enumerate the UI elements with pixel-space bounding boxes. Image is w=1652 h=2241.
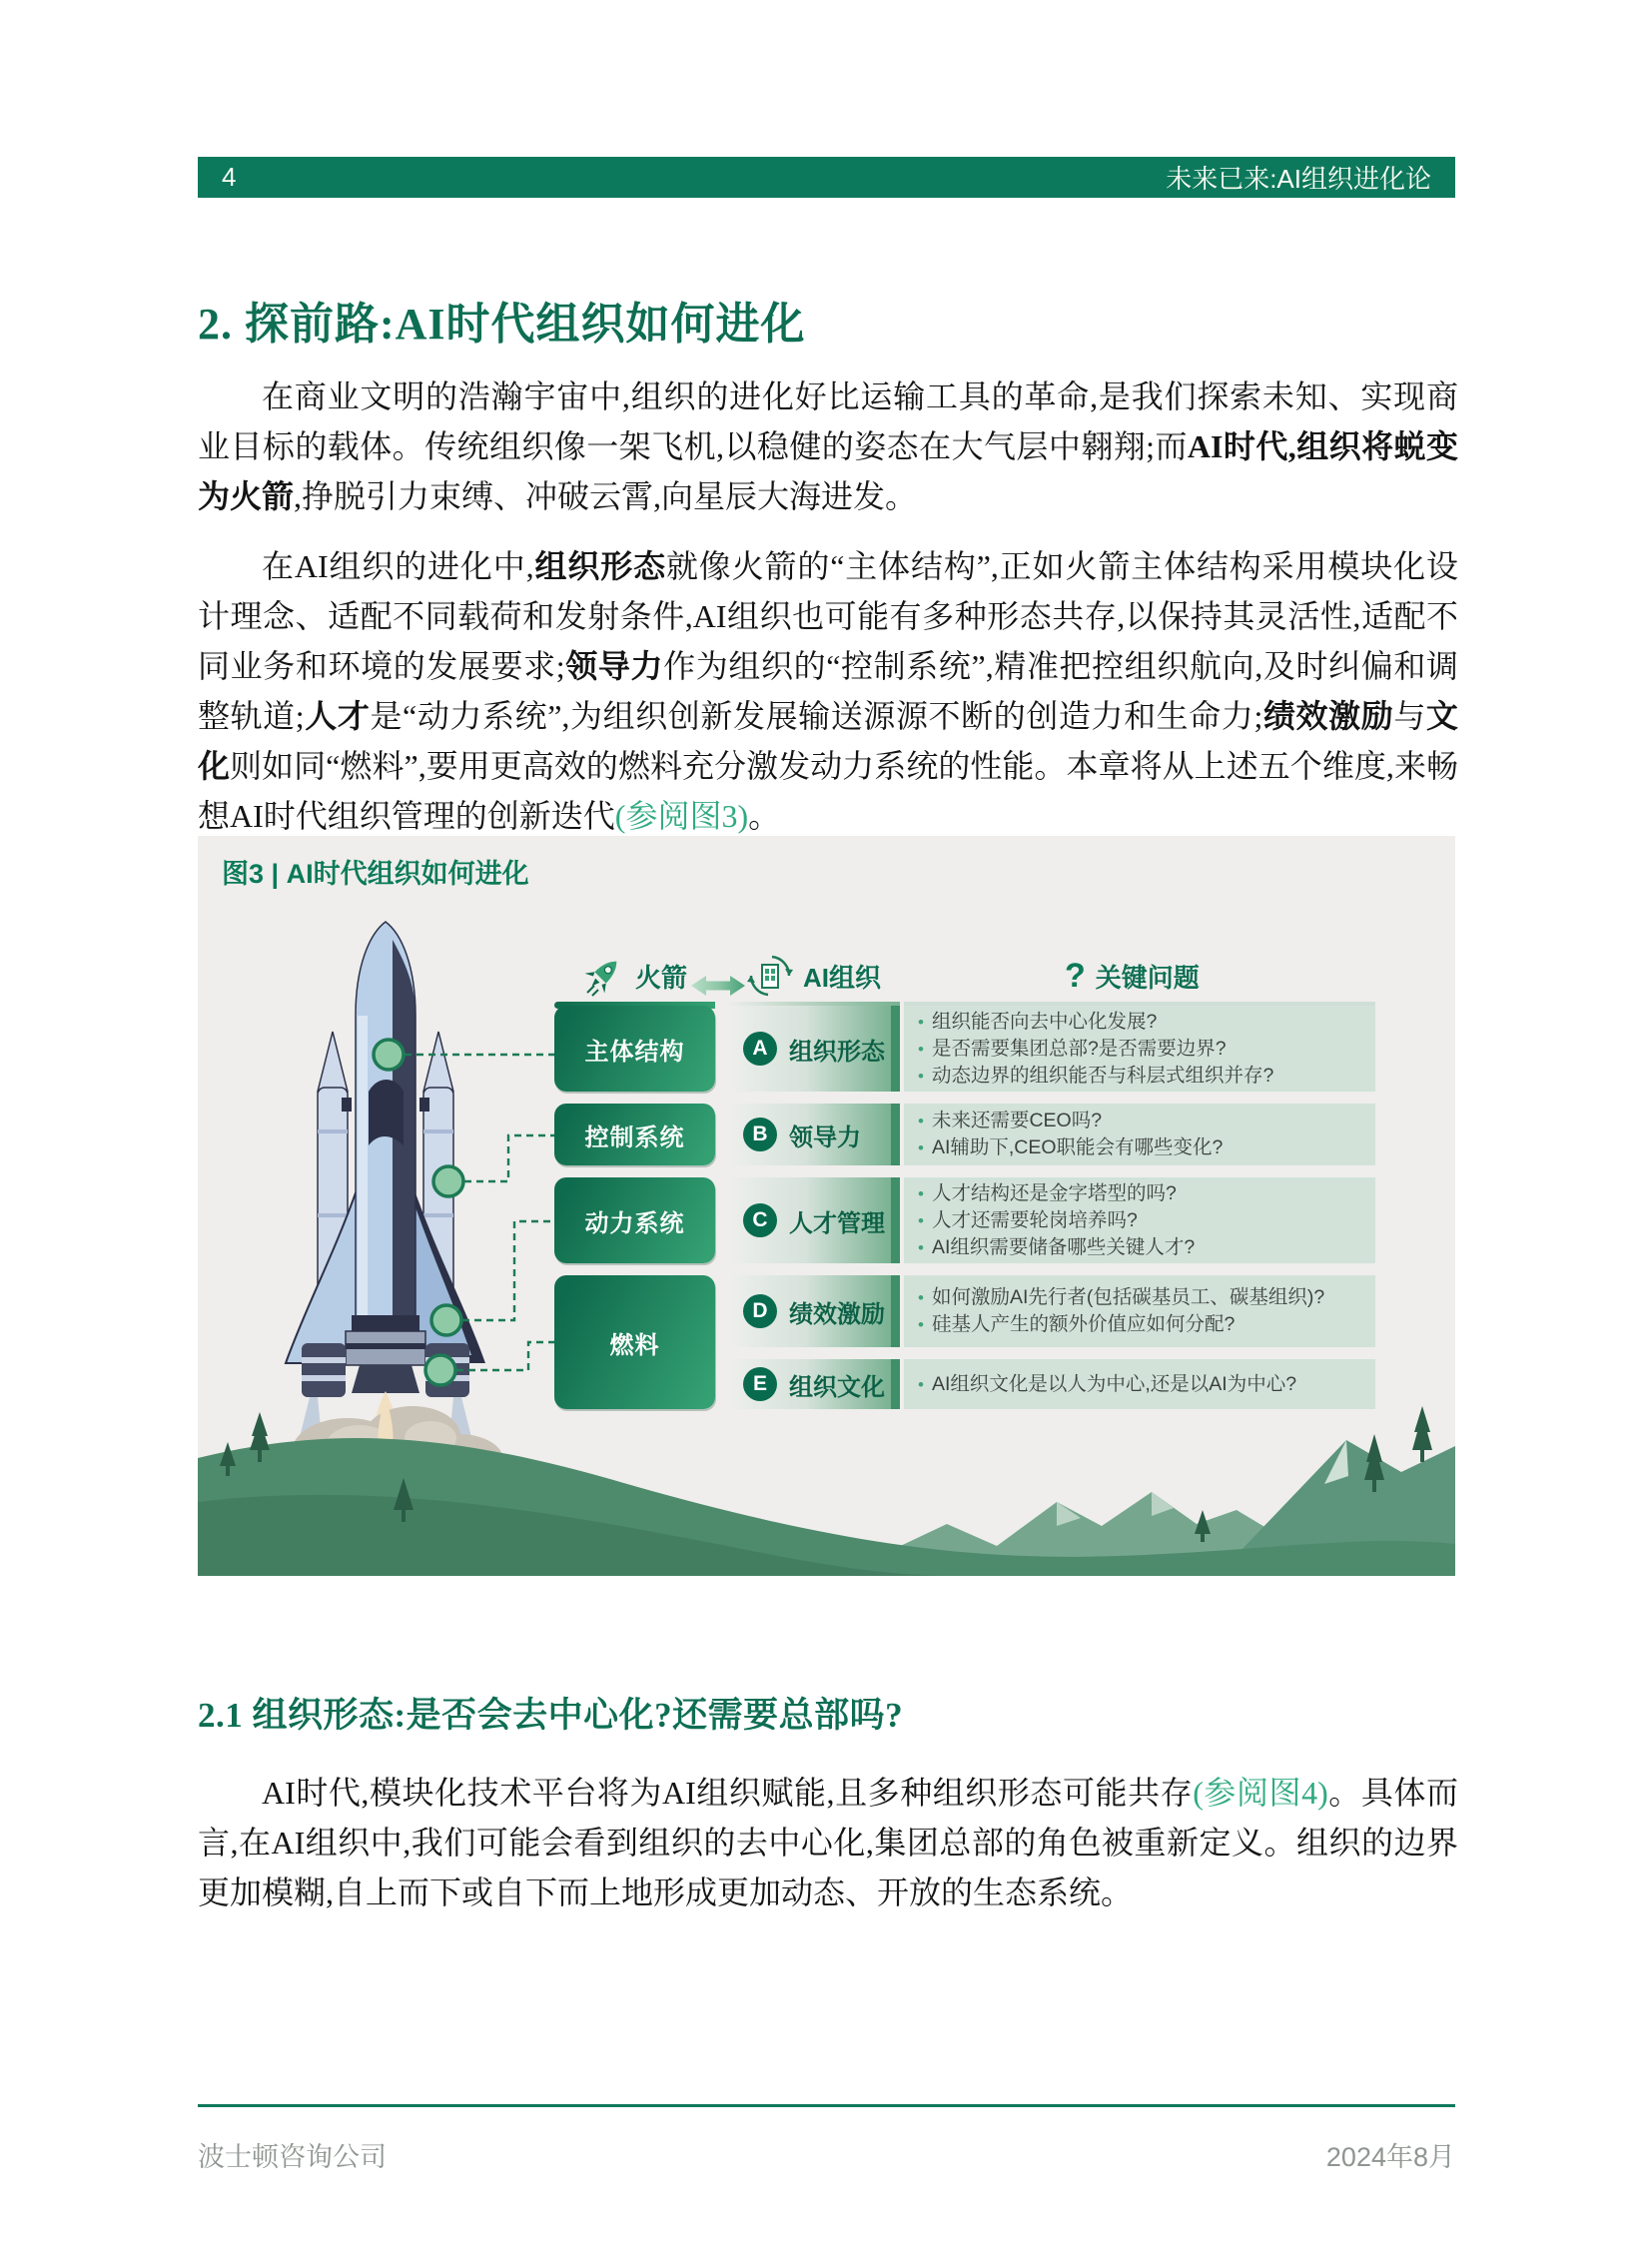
text-segment: 则如同“燃料”,要用更高效的燃料充分激发动力系统的性能。本章将从上述五个维度,来畅想AI时代组织管理的创新迭代 xyxy=(198,748,1458,834)
figure-table xyxy=(554,1006,1375,1409)
bullet-icon: • xyxy=(918,1315,924,1334)
key-questions-box xyxy=(904,1006,1375,1092)
figure-reference-link[interactable]: (参阅图4) xyxy=(1193,1775,1328,1811)
question-item xyxy=(918,1371,1369,1398)
question-text: 未来还需要CEO吗? xyxy=(931,1110,1103,1131)
question-text: AI组织文化是以人为中心,还是以AI为中心? xyxy=(931,1372,1297,1395)
text-segment: AI时代,模块化技术平台将为AI组织赋能,且多种组织形态可能共存 xyxy=(262,1775,1194,1811)
rocket-icon xyxy=(585,955,625,997)
question-text: AI辅助下,CEO职能会有哪些变化? xyxy=(931,1136,1224,1158)
question-text: AI组织需要储备哪些关键人才? xyxy=(931,1235,1196,1258)
text-segment: 组织形态 xyxy=(533,548,666,584)
paragraph xyxy=(198,1768,1458,1917)
bullet-icon: • xyxy=(918,1288,924,1307)
text-segment: 是“动力系统”,为组织创新发展输送源源不断的创造力和生命力; xyxy=(370,698,1263,734)
org-aspect-label: 组织文化 xyxy=(789,1373,885,1401)
text-segment: ,挣脱引力束缚、冲破云霄,向星辰大海进发。 xyxy=(294,478,918,514)
legend-questions-label: 关键问题 xyxy=(1095,962,1200,993)
bullet-icon: • xyxy=(918,1012,924,1032)
question-item xyxy=(918,1234,1369,1261)
text-segment: 在AI组织的进化中, xyxy=(262,548,534,584)
bullet-icon: • xyxy=(918,1138,924,1157)
org-aspect-box xyxy=(727,1275,900,1347)
question-item xyxy=(918,1009,1369,1036)
org-aspect-box xyxy=(727,1359,900,1409)
question-mark-icon: ? xyxy=(1065,956,1086,995)
org-aspect-box xyxy=(727,1177,900,1263)
letter-badge: C xyxy=(743,1203,777,1237)
question-item xyxy=(918,1284,1369,1311)
org-aspect-label: 绩效激励 xyxy=(789,1300,885,1328)
legend-rocket-label: 火箭 xyxy=(635,962,688,993)
text-segment: 就像火箭的“主体结构”,正如火箭主体结构采用模块化设计理念、适配不同载荷和发射条件,AI组织也可能有多种形态共存,以保持其灵活性,适配不同业务和环境的发展要求; xyxy=(198,548,1458,684)
text-segment: 人才 xyxy=(304,698,371,734)
text-segment: 。 xyxy=(748,798,781,834)
rocket-part-box: 燃料 xyxy=(554,1275,715,1409)
paragraph xyxy=(198,541,1458,841)
bullet-icon: • xyxy=(918,1237,924,1257)
paragraph xyxy=(198,372,1458,521)
key-questions-box xyxy=(904,1275,1375,1347)
footer-date: 2024年8月 xyxy=(1325,2142,1455,2172)
figure-reference-link[interactable]: (参阅图3) xyxy=(614,798,749,834)
header-title: 未来已来:AI组织进化论 xyxy=(1166,164,1431,194)
rocket-part-box: 动力系统 xyxy=(554,1177,715,1263)
subsection-title: 2.1 组织形态:是否会去中心化?还需要总部吗? xyxy=(198,1696,904,1735)
org-aspect-box xyxy=(727,1006,900,1092)
rocket-part-box: 主体结构 xyxy=(554,1006,715,1092)
text-segment: 。具体而言,在AI组织中,我们可能会看到组织的去中心化,集团总部的角色被重新定义。组织的边界更加模糊,自上而下或自下而上地形成更加动态、开放的生态系统。 xyxy=(198,1775,1458,1910)
question-text: 如何激励AI先行者(包括碳基员工、碳基组织)? xyxy=(931,1286,1325,1308)
figure-title: 图3 | AI时代组织如何进化 xyxy=(222,859,529,889)
letter-badge: A xyxy=(743,1032,777,1066)
key-questions-box xyxy=(904,1359,1375,1409)
text-segment: 作为组织的“控制系统”,精准把控组织航向,及时纠偏和调整轨道; xyxy=(198,648,1458,734)
org-aspect-label: 领导力 xyxy=(789,1123,861,1151)
footer-rule xyxy=(198,2104,1455,2107)
question-text: 组织能否向去中心化发展? xyxy=(931,1010,1158,1033)
key-questions-box xyxy=(904,1177,1375,1263)
building-cycle-icon xyxy=(747,953,793,999)
bullet-icon: • xyxy=(918,1374,924,1394)
bullet-icon: • xyxy=(918,1066,924,1086)
rocket-part-box: 控制系统 xyxy=(554,1104,715,1165)
question-item xyxy=(918,1108,1369,1134)
question-text: 动态边界的组织能否与科层式组织并存? xyxy=(931,1064,1274,1087)
page-header-bar xyxy=(198,157,1455,198)
legend-questions xyxy=(1065,954,1200,998)
bullet-icon: • xyxy=(918,1210,924,1230)
text-segment: 领导力 xyxy=(564,648,664,684)
text-segment: AI时代,组织将蜕变为火箭 xyxy=(198,428,1458,514)
legend-rocket xyxy=(585,954,687,998)
org-aspect-box xyxy=(727,1104,900,1165)
key-questions-box xyxy=(904,1104,1375,1165)
question-text: 人才结构还是金字塔型的吗? xyxy=(931,1181,1177,1204)
text-segment: 文化 xyxy=(198,698,1458,784)
legend-organization xyxy=(747,954,881,998)
org-aspect-label: 组织形态 xyxy=(789,1038,885,1066)
question-text: 人才还需要轮岗培养吗? xyxy=(931,1208,1138,1231)
footer-company: 波士顿咨询公司 xyxy=(198,2142,387,2172)
page-footer xyxy=(198,2135,1455,2174)
bullet-icon: • xyxy=(918,1112,924,1130)
question-text: 硅基人产生的额外价值应如何分配? xyxy=(931,1313,1236,1335)
question-item xyxy=(918,1311,1369,1338)
letter-badge: E xyxy=(743,1367,777,1401)
text-segment: 绩效激励 xyxy=(1262,698,1394,734)
question-item xyxy=(918,1036,1369,1063)
letter-badge: D xyxy=(743,1294,777,1328)
letter-badge: B xyxy=(743,1118,777,1151)
text-segment: 与 xyxy=(1393,698,1426,734)
figure-3 xyxy=(198,836,1455,1576)
section-title: 2. 探前路:AI时代组织如何进化 xyxy=(198,300,806,349)
question-item xyxy=(918,1207,1369,1234)
rocket-illustration xyxy=(206,916,565,1475)
legend-organization-label: AI组织 xyxy=(803,962,882,993)
question-item xyxy=(918,1134,1369,1161)
text-segment: 在商业文明的浩瀚宇宙中,组织的进化好比运输工具的革命,是我们探索未知、实现商业目标的载体。传统组织像一架飞机,以稳健的姿态在大气层中翱翔;而 xyxy=(198,378,1458,464)
question-text: 是否需要集团总部?是否需要边界? xyxy=(931,1037,1227,1060)
bullet-icon: • xyxy=(918,1183,924,1203)
org-aspect-label: 人才管理 xyxy=(789,1209,885,1237)
page-number: 4 xyxy=(222,162,237,192)
question-item xyxy=(918,1063,1369,1090)
question-item xyxy=(918,1180,1369,1207)
double-arrow-icon xyxy=(689,973,747,999)
bullet-icon: • xyxy=(918,1039,924,1059)
